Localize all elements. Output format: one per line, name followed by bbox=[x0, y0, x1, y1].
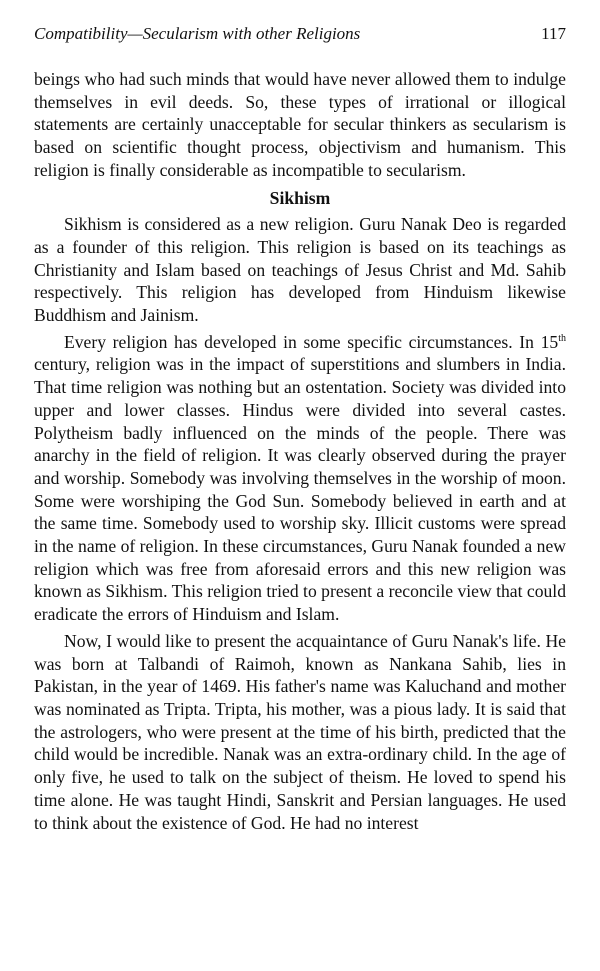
paragraph-sikhism-intro: Sikhism is considered as a new religion. Guru Nanak Deo is regarded as a founder of this religion. This religion is based on its teachings as Christianity and Islam based on teachings of Jesus Christ and Md. Sahib respectively. This religion has developed from Hinduism likewise Buddhism and Jainism. bbox=[34, 214, 566, 326]
paragraph-circumstances-part1: Every religion has developed in some specific circumstances. In 15 bbox=[64, 331, 559, 352]
paragraph-circumstances bbox=[34, 331, 566, 626]
paragraph-continuation: beings who had such minds that would have never allowed them to indulge themselves in evil deeds. So, these types of irrational or illogical statements are certainly unacceptable for secular thinkers as secularism is based on scientific thought process, objectivism and humanism. This religion is finally considerable as incompatible to secularism. bbox=[34, 69, 566, 180]
ordinal-superscript: th bbox=[558, 332, 566, 344]
paragraph-guru-nanak-life: Now, I would like to present the acquaintance of Guru Nanak's life. He was born at Talbandi of Raimoh, known as Nankana Sahib, lies in Pakistan, in the year of 1469. His father's name was Kaluchand and mother was nominated as Tripta. Tripta, his mother, was a pious lady. It is said that the astrologers, who were present at the time of his birth, predicted that the child would be incredible. Nanak was an extra-ordinary child. In the age of only five, he used to talk on the subject of theism. He loved to spend his time alone. He was taught Hindi, Sanskrit and Persian languages. He used to think about the existence of God. He had no interest bbox=[34, 630, 566, 833]
body-text bbox=[34, 68, 566, 834]
book-page bbox=[34, 22, 566, 834]
section-heading-sikhism: Sikhism bbox=[269, 187, 331, 208]
running-header bbox=[34, 22, 566, 46]
page-number: 117 bbox=[541, 24, 566, 43]
paragraph-circumstances-part2: century, religion was in the impact of superstitions and slumbers in India. That time religion was nothing but an ostentation. Society was divided into upper and lower classes. Hindus were divided into several castes. Polytheism badly influenced on the minds of the people. There was anarchy in the field of religion. It was clearly observed during the prayer and worship. Somebody was involving themselves in the worship of moon. Some were worshiping the God Sun. Somebody believed in earth and at the same time. Somebody used to worship sky. Illicit customs were spread in the name of religion. In these circumstances, Guru Nanak founded a new religion which was free from aforesaid errors and this new religion was known as Sikhism. This religion tried to present a reconcile view that could eradicate the errors of Hinduism and Islam. bbox=[34, 354, 566, 625]
running-title: Compatibility—Secularism with other Religions bbox=[34, 24, 361, 43]
